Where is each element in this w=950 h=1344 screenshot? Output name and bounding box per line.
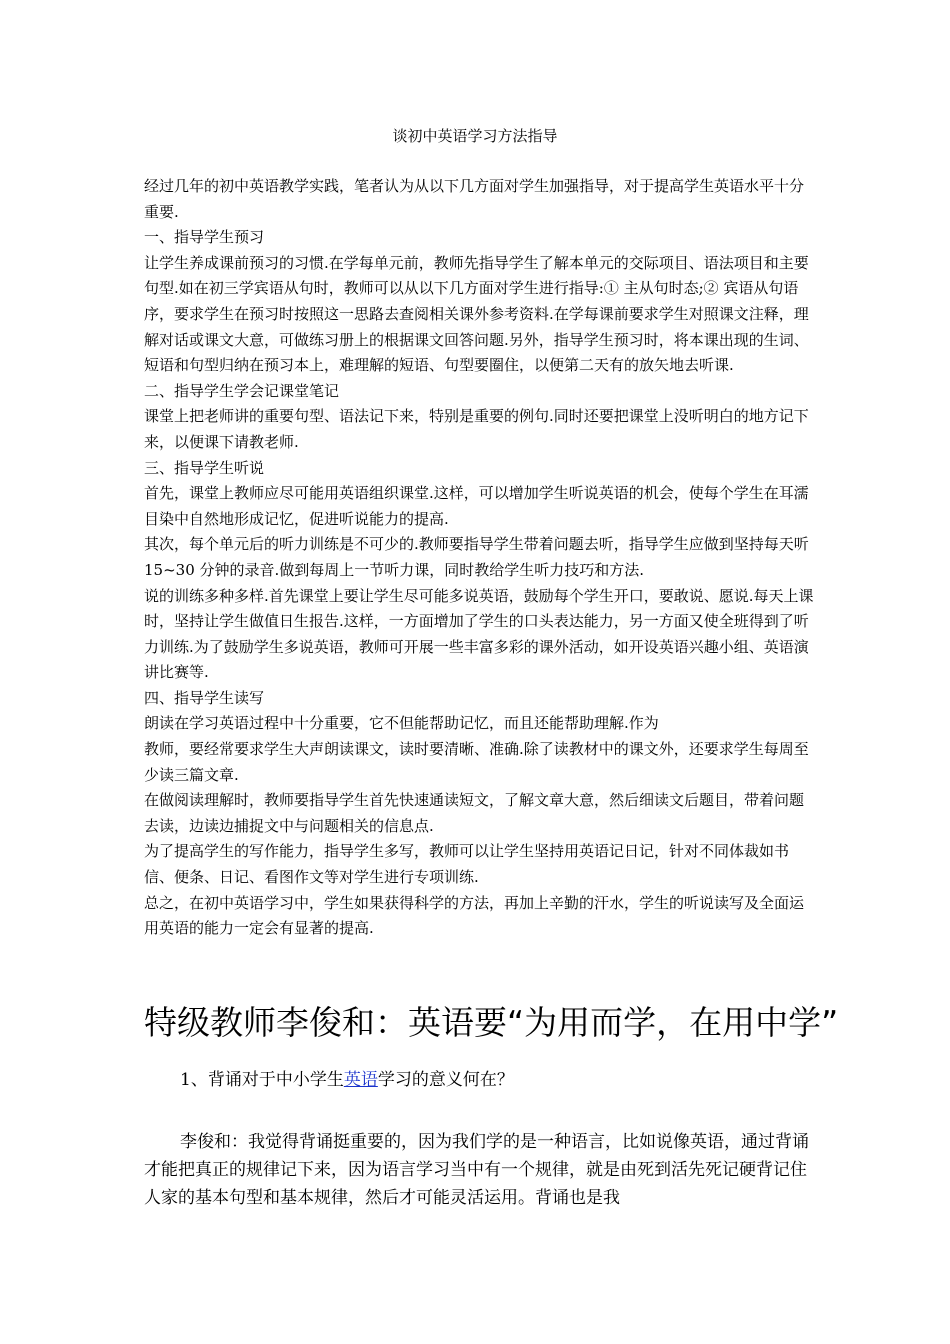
paragraph-writing: 为了提高学生的写作能力，指导学生多写，教师可以让学生坚持用英语记日记，针对不同体裁如书信、便条、日记、看图作文等对学生进行专项训练. <box>144 842 790 887</box>
paragraph-notes: 课堂上把老师讲的重要句型、语法记下来，特别是重要的例句.同时还要把课堂上没听明白的地方记下来，以便课下请教老师. <box>144 407 809 451</box>
paragraph-reading-comprehension: 在做阅读理解时，教师要指导学生首先快速通读短文，了解文章大意，然后细读文后题目，带着问题去读，边读边捕捉文中与问题相关的信息点. <box>144 791 805 835</box>
interview-answer-1: 李俊和：我觉得背诵挺重要的，因为我们学的是一种语言，比如说像英语，通过背诵才能把真正的规律记下来，因为语言学习当中有一个规律，就是由死到活先死记硬背记住人家的基本句型和基本规律，然后才可能灵活运用。背诵也是我 <box>144 1132 809 1208</box>
section-heading-notes: 二、指导学生学会记课堂笔记 <box>144 381 340 400</box>
paragraph-reading-aloud: 朗读在学习英语过程中十分重要，它不但能帮助记忆，而且还能帮助理解.作为 <box>144 714 659 733</box>
section-heading-listening-speaking: 三、指导学生听说 <box>144 458 265 477</box>
interview-heading: 特级教师李俊和：英语要“为用而学，在用中学” <box>144 1003 839 1042</box>
paragraph-listening: 其次，每个单元后的听力训练是不可少的.教师要指导学生带着问题去听，指导学生应做到坚持每天听 15~30 分钟的录音.做到每周上一节听力课，同时教给学生听力技巧和方法. <box>144 535 809 579</box>
paragraph-preview: 让学生养成课前预习的习惯.在学每单元前，教师先指导学生了解本单元的交际项目、语法项目和主要句型.如在初三学宾语从句时，教师可以从以下几方面对学生进行指导:① 主从句时态;② 宾语从句语序，要求学生在预习时按照这一思路去查阅相关课外参考资料.在学每课前要求学生对照课文注释，理解对话或课文大意，可做练习册上的根据课文回答问题.另外，指导学生预习时，将本课出现的生词、短语和句型归纳在预习本上，难理解的短语、句型要圈住，以便第二天有的放矢地去听课. <box>144 253 809 375</box>
article-title: 谈初中英语学习方法指导 <box>392 127 558 145</box>
question-1-prefix: 1、背诵对于中小学生 <box>180 1070 344 1090</box>
paragraph-speaking: 说的训练多种多样.首先课堂上要让学生尽可能多说英语，鼓励每个学生开口，要敢说、愿说.每天上课时，坚持让学生做值日生报告.这样，一方面增加了学生的口头表达能力，另一方面又使全班得到了听力训练.为了鼓励学生多说英语，教师可开展一些丰富多彩的课外活动，如开设英语兴趣小组、英语演讲比赛等. <box>144 586 814 682</box>
paragraph-conclusion: 总之，在初中英语学习中，学生如果获得科学的方法，再加上辛勤的汗水，学生的听说读写及全面运用英语的能力一定会有显著的提高. <box>144 893 805 938</box>
paragraph-classroom-english: 首先，课堂上教师应尽可能用英语组织课堂.这样，可以增加学生听说英语的机会，使每个学生在耳濡目染中自然地形成记忆，促进听说能力的提高. <box>144 484 809 528</box>
section-heading-preview: 一、指导学生预习 <box>144 228 265 247</box>
section-heading-reading-writing: 四、指导学生读写 <box>144 688 265 707</box>
interview-question-1 <box>144 1066 814 1094</box>
english-link[interactable]: 英语 <box>343 1070 378 1090</box>
question-1-suffix: 学习的意义何在？ <box>377 1070 514 1090</box>
intro-paragraph: 经过几年的初中英语教学实践，笔者认为从以下几方面对学生加强指导，对于提高学生英语水平十分重要. <box>144 177 805 221</box>
paragraph-teacher-reading: 教师，要经常要求学生大声朗读课文，读时要清晰、准确.除了读教材中的课文外，还要求学生每周至少读三篇文章. <box>144 740 809 784</box>
article-body <box>144 174 814 942</box>
